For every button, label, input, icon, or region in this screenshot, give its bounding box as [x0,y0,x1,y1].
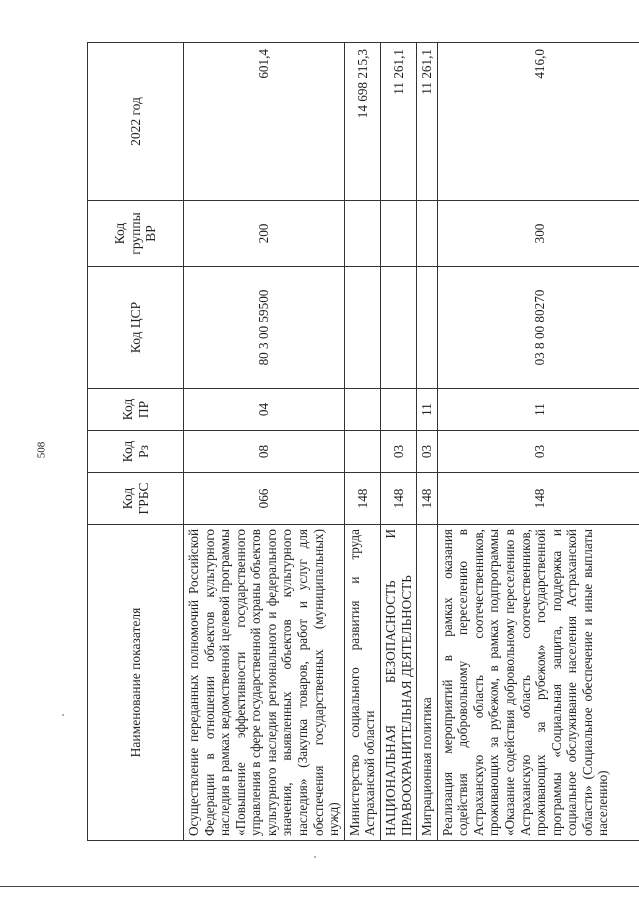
row-name: Миграционная политика [417,525,438,841]
row-vr [344,201,380,267]
table-row [184,43,345,841]
row-pr: 11 [417,389,438,431]
row-csr [417,267,438,389]
row-csr: 80 3 00 59500 [184,267,345,389]
table-row [437,43,639,841]
row-pr: 04 [184,389,345,431]
page-number: 508 [35,441,48,459]
row-vr: 300 [437,201,639,267]
row-pr [380,389,416,431]
header-rz: Код Рз [88,431,184,473]
row-name: Реализация мероприятий в рамках оказания содействия добровольному переселению в Астраханскую область соотечественников, проживающих за рубежом, в рамках подпрограммы «Оказание содействия добровольному переселению в Астраханскую область соотечественников, проживающих за рубежом» государственной программы «Социальная защита, поддержка и социальное обслуживание населения Астраханской области» (Социальное обеспечение и иные выплаты населению) [437,525,639,841]
row-csr: 03 8 00 80270 [437,267,639,389]
rotated-table-container [87,43,621,841]
row-year: 11 261,1 [417,43,438,201]
row-pr [344,389,380,431]
scan-edge-line [0,886,639,887]
row-name: Осуществление переданных полномочий Российской Федерации в отношении объектов культурного наследия в рамках ведомственной целевой программы «Повышение эффективности государственного управления в сфере государственной охраны объектов культурного наследия регионального и федерального значения, выявленных объектов культурного наследия» (Закупка товаров, работ и услуг для обеспечения государственных (муниципальных) нужд) [184,525,345,841]
row-rz: 03 [380,431,416,473]
row-rz [344,431,380,473]
table-row [417,43,438,841]
row-grbs: 148 [380,473,416,525]
row-year: 416,0 [437,43,639,201]
row-year: 601,4 [184,43,345,201]
header-pr: Код ПР [88,389,184,431]
header-name: Наименование показателя [88,525,184,841]
row-name: НАЦИОНАЛЬНАЯ БЕЗОПАСНОСТЬ И ПРАВООХРАНИТЕЛЬНАЯ ДЕЯТЕЛЬНОСТЬ [380,525,416,841]
row-csr [380,267,416,389]
row-vr [380,201,416,267]
row-grbs: 148 [417,473,438,525]
header-csr: Код ЦСР [88,267,184,389]
row-year: 14 698 215,3 [344,43,380,201]
row-grbs: 066 [184,473,345,525]
row-grbs: 148 [344,473,380,525]
row-vr [417,201,438,267]
budget-table [87,42,639,841]
header-grbs: Код ГРБС [88,473,184,525]
header-vr: Код группы ВР [88,201,184,267]
scan-speck [314,856,316,858]
row-csr [344,267,380,389]
row-grbs: 148 [437,473,639,525]
row-rz: 03 [417,431,438,473]
row-name: Министерство социального развития и труда Астраханской области [344,525,380,841]
table-row [380,43,416,841]
row-pr: 11 [437,389,639,431]
table-row [344,43,380,841]
row-rz: 08 [184,431,345,473]
row-vr: 200 [184,201,345,267]
row-rz: 03 [437,431,639,473]
scan-speck [62,714,64,716]
row-year: 11 261,1 [380,43,416,201]
header-year: 2022 год [88,43,184,201]
header-row [88,43,184,841]
